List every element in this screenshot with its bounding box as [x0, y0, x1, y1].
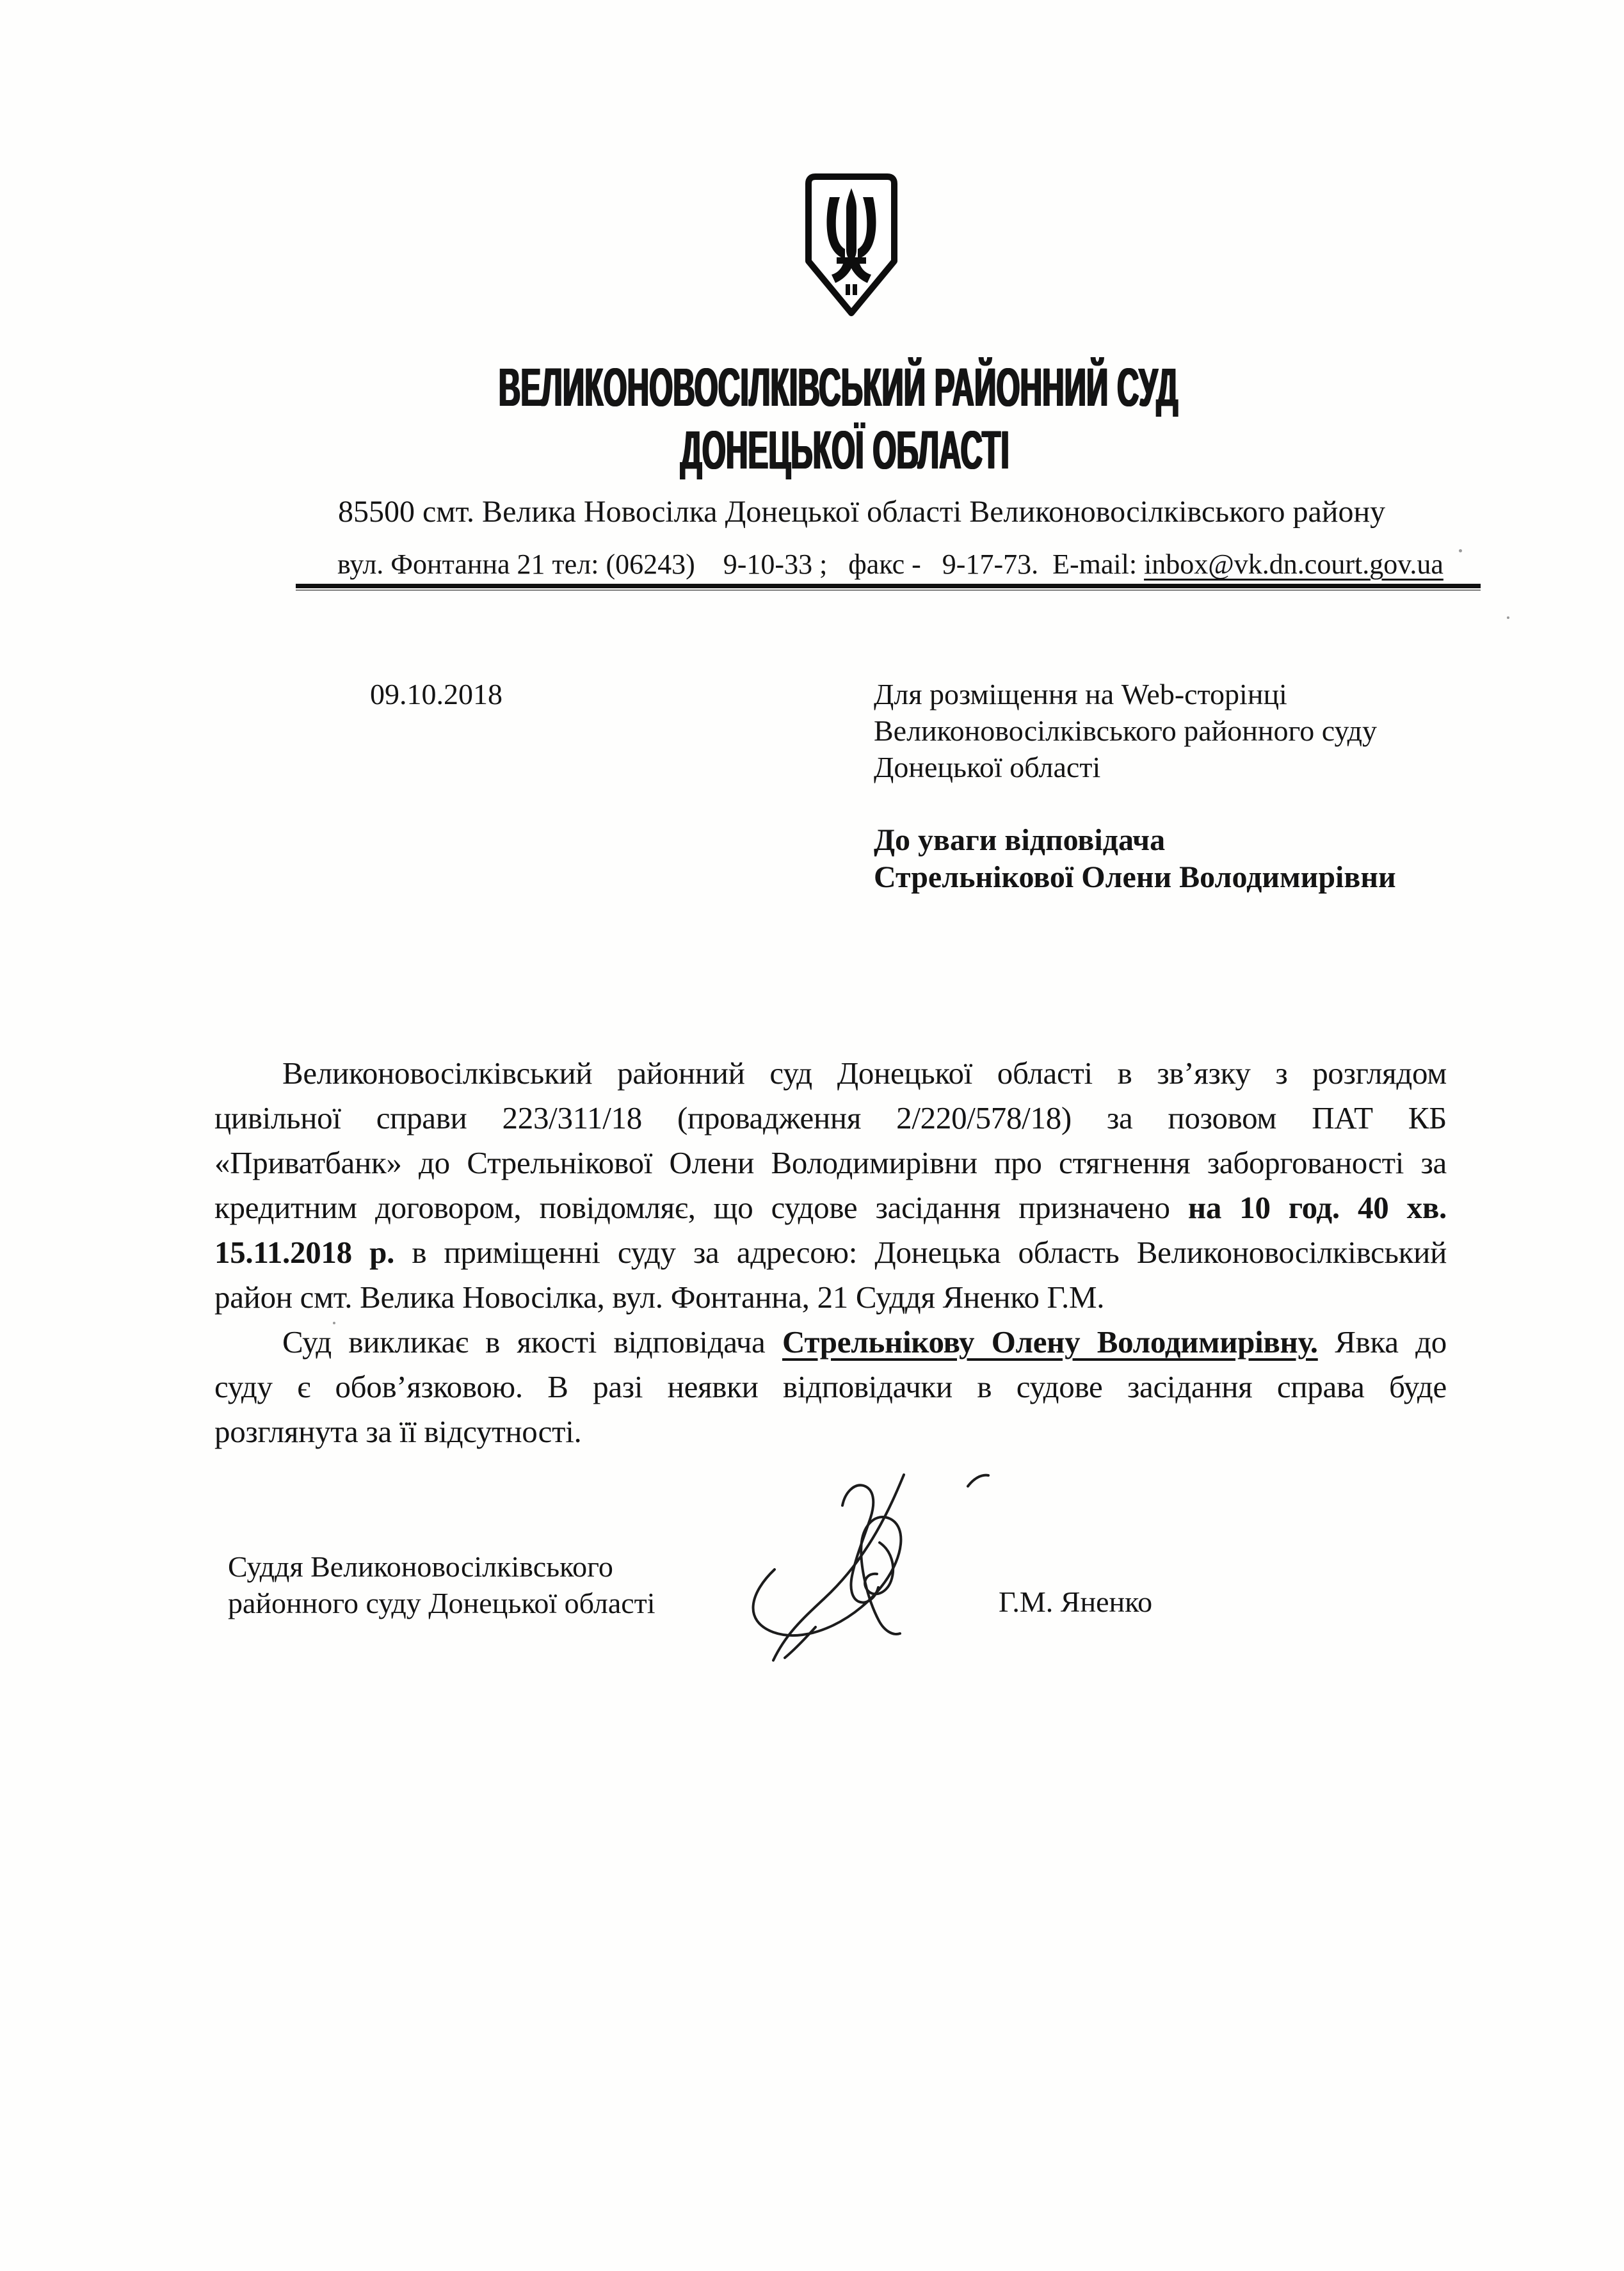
body-p2-line1-tail: Явка до [1317, 1324, 1447, 1360]
court-name-line1-text: ВЕЛИКОНОВОСІЛКІВСЬКИЙ РАЙОННИЙ СУД [499, 357, 1178, 417]
letterhead-rule [296, 584, 1481, 588]
body-p2-line2: суду є обов’язковою. В разі неявки відповідачки в судове засідання справа буде [214, 1369, 1447, 1404]
court-address: 85500 смт. Велика Новосілка Донецької області Великоновосілківського району [338, 495, 1386, 529]
body-p2-line1 [214, 1320, 1447, 1365]
signature-title-line2: районного суду Донецької області [228, 1587, 655, 1619]
publish-note-line1: Для розміщення на Web-сторінці [874, 678, 1287, 710]
signature-title-line1: Суддя Великоновосілківського [228, 1550, 613, 1583]
attention-block [874, 822, 1396, 896]
body-p2-line3: розглянута за її відсутності. [214, 1414, 582, 1449]
body-p2-line1-regular: Суд викликає в якості відповідача [282, 1324, 782, 1360]
body-p1-line2: цивільної справи 223/311/18 (провадження 2/220/578/18) за позовом ПАТ КБ [214, 1100, 1447, 1136]
scan-speck [1459, 549, 1462, 552]
hearing-date: 15.11.2018 р. [214, 1235, 395, 1270]
signature-title [228, 1548, 655, 1621]
court-name-line1 [0, 357, 1624, 417]
body-p1-line1: Великоновосілківський районний суд Донецької області в зв’язку з розглядом [282, 1055, 1447, 1091]
body-p1-line4 [214, 1185, 1447, 1230]
body-p1-line3: «Приватбанк» до Стрельнікової Олени Володимирівни про стягнення заборгованості за [214, 1145, 1447, 1180]
letterhead-rule-shadow [296, 590, 1481, 591]
summoned-respondent-name: Стрельнікову Олену Володимирівну. [782, 1324, 1318, 1360]
judge-name: Г.М. Яненко [999, 1585, 1153, 1618]
court-email: inbox@vk.dn.court.gov.ua [1144, 549, 1443, 580]
publish-note-line2: Великоновосілківського районного суду [874, 714, 1378, 747]
scan-speck [333, 1322, 335, 1324]
attention-heading: До уваги відповідача [874, 823, 1166, 857]
letter-body [214, 1051, 1447, 1454]
publish-note [874, 676, 1377, 785]
body-p1-line4-regular: кредитним договором, повідомляє, що судове засідання призначено [214, 1190, 1188, 1225]
hearing-time: на 10 год. 40 хв. [1187, 1190, 1447, 1225]
body-p1-line5 [214, 1230, 1447, 1275]
body-p1-line6: район смт. Велика Новосілка, вул. Фонтанна, 21 Суддя Яненко Г.М. [214, 1280, 1105, 1315]
judge-signature-icon [679, 1466, 1011, 1671]
court-contact-line [337, 548, 1443, 581]
body-p1-line5-regular: в приміщенні суду за адресою: Донецька область Великоновосілківський [394, 1235, 1447, 1270]
court-name-line2-text: ДОНЕЦЬКОЇ ОБЛАСТІ [680, 420, 1010, 480]
scan-speck [1507, 616, 1509, 619]
court-contact-prefix: вул. Фонтанна 21 тел: (06243) 9-10-33 ; факс - 9-17-73. E-mail: [337, 549, 1145, 580]
publish-note-line3: Донецької області [874, 751, 1101, 783]
ukraine-trident-emblem-icon [804, 173, 899, 317]
document-date: 09.10.2018 [370, 678, 502, 710]
court-name-line2 [0, 420, 1624, 480]
attention-respondent-name: Стрельнікової Олени Володимирівни [874, 860, 1396, 894]
